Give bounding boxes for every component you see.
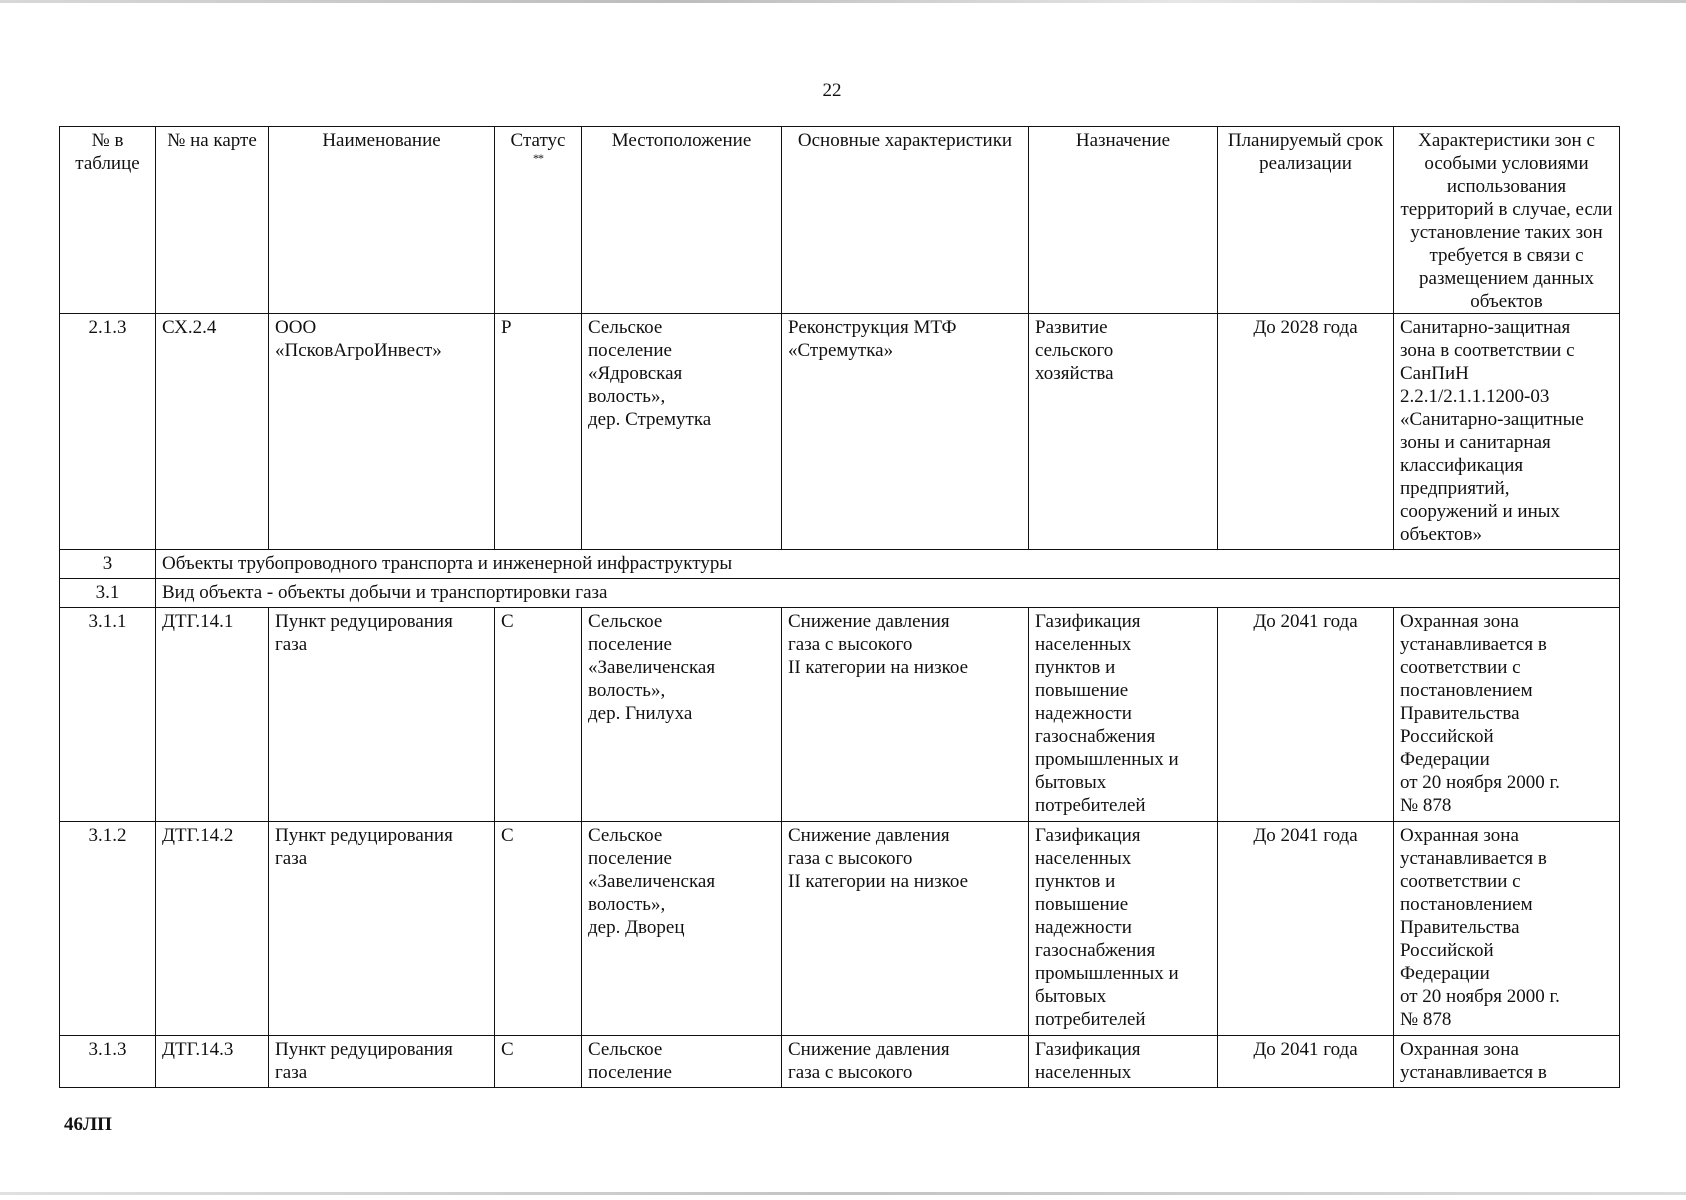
cell-table-number: 3.1.3	[60, 1036, 156, 1088]
cell-zones: Санитарно-защитная зона в соответствии с СанПиН 2.2.1/2.1.1.1200-03 «Санитарно-защитные зоны и санитарная классификация предприятий, сооружений и иных объектов»	[1394, 314, 1620, 550]
cell-term: До 2041 года	[1218, 822, 1394, 1036]
cell-zones: Охранная зона устанавливается в соответствии с постановлением Правительства Российской Федерации от 20 ноября 2000 г. № 878	[1394, 822, 1620, 1036]
cell-location: Сельское поселение «Ядровская волость», дер. Стремутка	[582, 314, 782, 550]
cell-name: Пункт редуцирования газа	[269, 608, 495, 822]
cell-characteristics: Реконструкция МТФ «Стремутка»	[782, 314, 1029, 550]
table-row	[60, 608, 1620, 822]
table-row	[60, 1036, 1620, 1088]
section-title: Объекты трубопроводного транспорта и инженерной инфраструктуры	[156, 550, 1620, 579]
cell-table-number: 3.1.1	[60, 608, 156, 822]
cell-status: С	[495, 822, 582, 1036]
header-map-number: № на карте	[156, 127, 269, 314]
header-status-label: Статус	[510, 130, 566, 151]
cell-purpose: Газификация населенных	[1029, 1036, 1218, 1088]
section-number: 3.1	[60, 579, 156, 608]
cell-map-number: СХ.2.4	[156, 314, 269, 550]
cell-zones: Охранная зона устанавливается в соответствии с постановлением Правительства Российской Федерации от 20 ноября 2000 г. № 878	[1394, 608, 1620, 822]
header-purpose: Назначение	[1029, 127, 1218, 314]
cell-term: До 2028 года	[1218, 314, 1394, 550]
header-name: Наименование	[269, 127, 495, 314]
cell-location: Сельское поселение «Завеличенская волость», дер. Гнилуха	[582, 608, 782, 822]
header-table-number: № в таблице	[60, 127, 156, 314]
cell-map-number: ДТГ.14.2	[156, 822, 269, 1036]
section-number: 3	[60, 550, 156, 579]
scan-edge-bottom	[0, 1192, 1686, 1195]
table-row	[60, 822, 1620, 1036]
cell-zones: Охранная зона устанавливается в	[1394, 1036, 1620, 1088]
cell-map-number: ДТГ.14.3	[156, 1036, 269, 1088]
cell-characteristics: Снижение давления газа с высокого II категории на низкое	[782, 608, 1029, 822]
cell-name: Пункт редуцирования газа	[269, 822, 495, 1036]
cell-term: До 2041 года	[1218, 1036, 1394, 1088]
document-code: 46ЛП	[64, 1114, 112, 1135]
section-row	[60, 550, 1620, 579]
cell-name: Пункт редуцирования газа	[269, 1036, 495, 1088]
section-row	[60, 579, 1620, 608]
scan-edge-top	[0, 0, 1686, 3]
cell-location: Сельское поселение	[582, 1036, 782, 1088]
cell-map-number: ДТГ.14.1	[156, 608, 269, 822]
header-location: Местоположение	[582, 127, 782, 314]
header-characteristics: Основные характеристики	[782, 127, 1029, 314]
cell-status: С	[495, 608, 582, 822]
cell-table-number: 2.1.3	[60, 314, 156, 550]
cell-status: Р	[495, 314, 582, 550]
cell-purpose: Развитие сельского хозяйства	[1029, 314, 1218, 550]
cell-term: До 2041 года	[1218, 608, 1394, 822]
cell-name: ООО «ПсковАгроИнвест»	[269, 314, 495, 550]
cell-purpose: Газификация населенных пунктов и повышение надежности газоснабжения промышленных и бытовых потребителей	[1029, 822, 1218, 1036]
cell-characteristics: Снижение давления газа с высокого II категории на низкое	[782, 822, 1029, 1036]
objects-table	[59, 126, 1620, 1088]
table-header-row	[60, 127, 1620, 314]
table-row	[60, 314, 1620, 550]
header-status	[495, 127, 582, 314]
cell-location: Сельское поселение «Завеличенская волость», дер. Дворец	[582, 822, 782, 1036]
header-term: Планируемый срок реализации	[1218, 127, 1394, 314]
section-title: Вид объекта - объекты добычи и транспортировки газа	[156, 579, 1620, 608]
header-zones: Характеристики зон с особыми условиями использования территорий в случае, если установление таких зон требуется в связи с размещением данных объектов	[1394, 127, 1620, 314]
page-number: 22	[822, 80, 842, 101]
cell-status: С	[495, 1036, 582, 1088]
cell-purpose: Газификация населенных пунктов и повышение надежности газоснабжения промышленных и бытовых потребителей	[1029, 608, 1218, 822]
header-status-footnote-mark: **	[533, 151, 543, 165]
cell-characteristics: Снижение давления газа с высокого	[782, 1036, 1029, 1088]
cell-table-number: 3.1.2	[60, 822, 156, 1036]
